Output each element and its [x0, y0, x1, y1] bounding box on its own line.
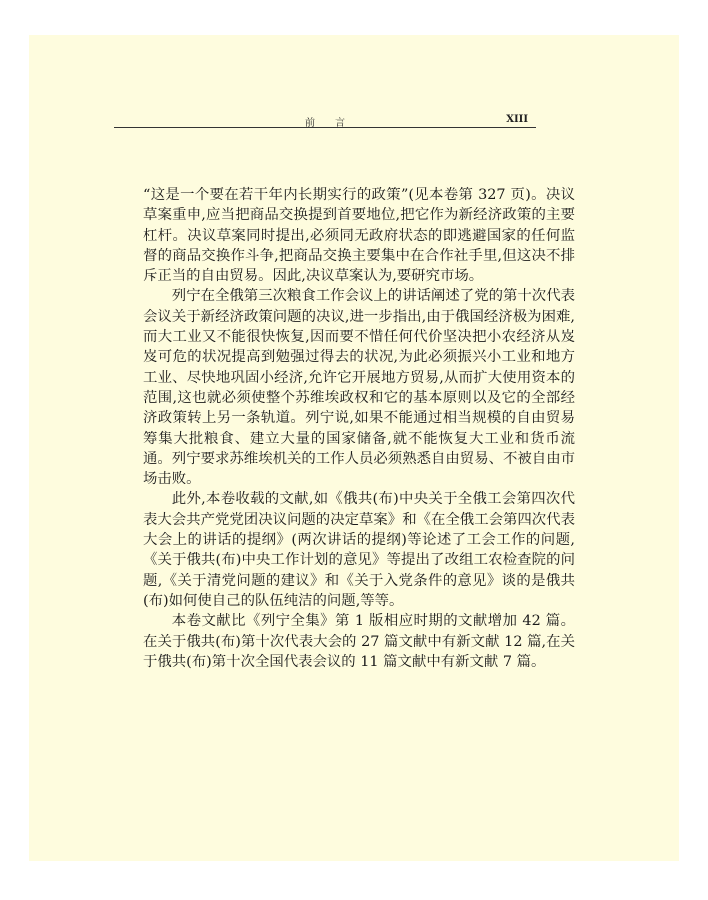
paragraph: 列宁在全俄第三次粮食工作会议上的讲话阐述了党的第十次代表会议关于新经济政策问题的决议,进一步指出,由于俄国经济极为困难,而大工业又不能很快恢复,因而要不惜任何代价坚决把小农经济从岌岌可危的状况提高到勉强过得去的状况,为此必须振兴小工业和地方工业、尽快地巩固小经济,允许它开展地方贸易,从而扩大使用资本的范围,这也就必须使整个苏维埃政权和它的基本原则以及它的全部经济政策转上另一条轨道。列宁说,如果不能通过相当规模的自由贸易筹集大批粮食、建立大量的国家储备,就不能恢复大工业和货币流通。列宁要求苏维埃机关的工作人员必须熟悉自由贸易、不被自由市场击败。 [143, 288, 575, 488]
body-text [143, 185, 575, 672]
paragraph: 本卷文献比《列宁全集》第 1 版相应时期的文献增加 42 篇。在关于俄共(布)第十次代表大会的 27 篇文献中有新文献 12 篇,在关于俄共(布)第十次全国代表会议的 11 篇文献中有新文献 7 篇。 [143, 613, 575, 670]
paragraph: 此外,本卷收载的文献,如《俄共(布)中央关于全俄工会第四次代表大会共产党党团决议问题的决定草案》和《在全俄工会第四次代表大会上的讲话的提纲》(两次讲话的提纲)等论述了工会工作的问题,《关于俄共(布)中央工作计划的意见》等提出了改组工农检查院的问题,《关于清党问题的建议》和《关于入党条件的意见》谈的是俄共(布)如何使自己的队伍纯洁的问题,等等。 [143, 491, 575, 609]
section-title: 前 言 [305, 118, 345, 129]
paragraph: “这是一个要在若干年内长期实行的政策”(见本卷第 327 页)。决议草案重申,应当把商品交换提到首要地位,把它作为新经济政策的主要杠杆。决议草案同时提出,必须同无政府状态的即逃避国家的任何监督的商品交换作斗争,把商品交换主要集中在合作社手里,但这决不排斥正当的自由贸易。因此,决议草案认为,要研究市场。 [143, 187, 575, 285]
header-rule [114, 127, 536, 128]
page-number: XIII [506, 114, 528, 125]
